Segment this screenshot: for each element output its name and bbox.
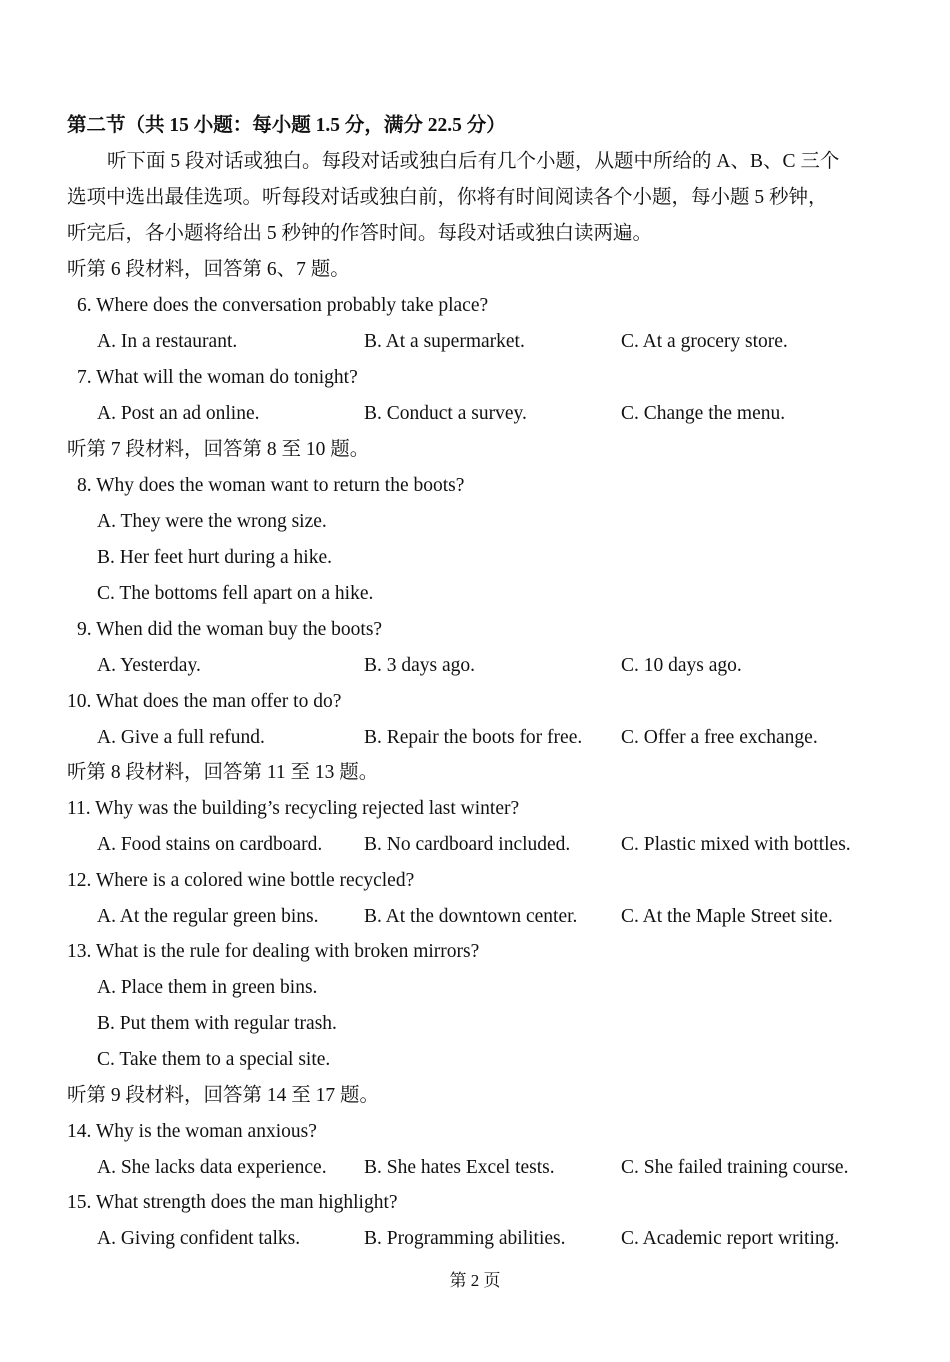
page-number: 第 2 页 — [449, 1271, 501, 1290]
option-b: B. Repair the boots for free. — [364, 727, 583, 748]
group-intro: 听第 6 段材料，回答第 6、7 题。 — [67, 259, 350, 280]
question-stem: 10. What does the man offer to do? — [67, 691, 342, 712]
option-c: C. Take them to a special site. — [97, 1049, 331, 1070]
option-c: C. At a grocery store. — [621, 331, 788, 352]
option-c: C. Offer a free exchange. — [621, 727, 818, 748]
option-b: B. Her feet hurt during a hike. — [97, 547, 333, 568]
section-title: 第二节（共 15 小题：每小题 1.5 分，满分 22.5 分） — [67, 115, 506, 136]
group-intro: 听第 9 段材料，回答第 14 至 17 题。 — [67, 1085, 380, 1106]
option-c: C. Academic report writing. — [621, 1228, 840, 1249]
option-b: B. No cardboard included. — [364, 834, 571, 855]
option-a: A. Post an ad online. — [97, 403, 260, 424]
question-stem: 11. Why was the building’s recycling rejected last winter? — [67, 798, 520, 819]
question-stem: 15. What strength does the man highlight? — [67, 1192, 398, 1213]
option-a: A. Give a full refund. — [97, 727, 265, 748]
option-c: C. Change the menu. — [621, 403, 786, 424]
option-b: B. Conduct a survey. — [364, 403, 527, 424]
option-b: B. 3 days ago. — [364, 655, 476, 676]
option-c: C. At the Maple Street site. — [621, 906, 833, 927]
question-stem: 6. Where does the conversation probably take place? — [77, 295, 489, 316]
option-a: A. They were the wrong size. — [97, 511, 327, 532]
option-c: C. 10 days ago. — [621, 655, 742, 676]
option-b: B. Put them with regular trash. — [97, 1013, 337, 1034]
option-c: C. The bottoms fell apart on a hike. — [97, 583, 374, 604]
option-a: A. In a restaurant. — [97, 331, 238, 352]
question-stem: 12. Where is a colored wine bottle recycled? — [67, 870, 415, 891]
option-b: B. At a supermarket. — [364, 331, 525, 352]
instruction-line: 听完后，各小题将给出 5 秒钟的作答时间。每段对话或独白读两遍。 — [67, 223, 653, 244]
option-a: A. Giving confident talks. — [97, 1228, 301, 1249]
group-intro: 听第 7 段材料，回答第 8 至 10 题。 — [67, 439, 370, 460]
option-c: C. She failed training course. — [621, 1157, 849, 1178]
option-a: A. She lacks data experience. — [97, 1157, 327, 1178]
question-stem: 14. Why is the woman anxious? — [67, 1121, 317, 1142]
instruction-line: 选项中选出最佳选项。听每段对话或独白前，你将有时间阅读各个小题，每小题 5 秒钟， — [67, 187, 828, 208]
option-a: A. Place them in green bins. — [97, 977, 318, 998]
option-b: B. At the downtown center. — [364, 906, 578, 927]
question-stem: 8. Why does the woman want to return the boots? — [77, 475, 465, 496]
option-b: B. Programming abilities. — [364, 1228, 566, 1249]
question-stem: 7. What will the woman do tonight? — [77, 367, 358, 388]
option-b: B. She hates Excel tests. — [364, 1157, 555, 1178]
group-intro: 听第 8 段材料，回答第 11 至 13 题。 — [67, 762, 379, 783]
question-stem: 13. What is the rule for dealing with broken mirrors? — [67, 941, 480, 962]
instruction-line: 听下面 5 段对话或独白。每段对话或独白后有几个小题，从题中所给的 A、B、C 三个 — [107, 151, 840, 172]
option-a: A. At the regular green bins. — [97, 906, 319, 927]
option-c: C. Plastic mixed with bottles. — [621, 834, 851, 855]
question-stem: 9. When did the woman buy the boots? — [77, 619, 383, 640]
option-a: A. Food stains on cardboard. — [97, 834, 323, 855]
option-a: A. Yesterday. — [97, 655, 201, 676]
